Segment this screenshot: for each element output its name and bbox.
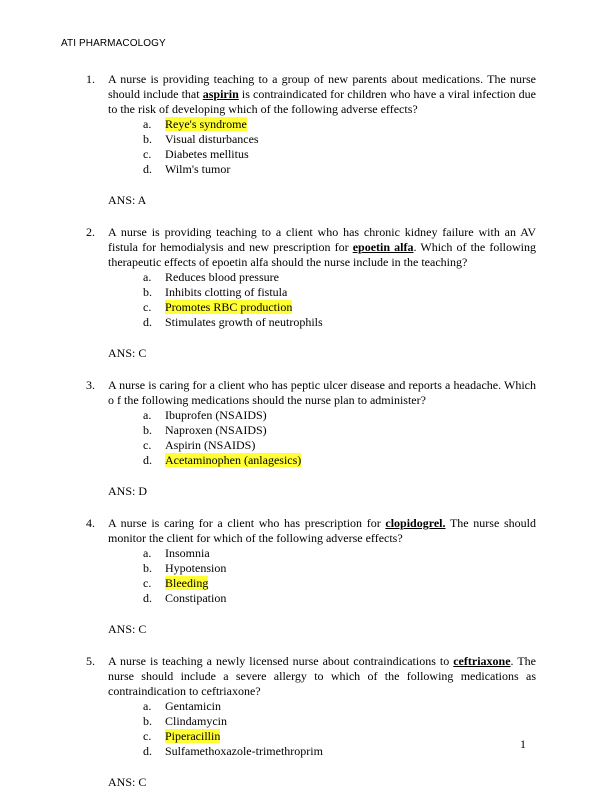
answer-key: ANS: D xyxy=(108,484,148,498)
option-b: b. Visual disturbances xyxy=(143,132,259,146)
answer-options xyxy=(108,270,536,330)
highlighted-answer: Reye's syndrome xyxy=(165,117,247,131)
option-d: d. Sulfamethoxazole-trimethroprim xyxy=(143,744,323,758)
drug-name: epoetin alfa xyxy=(352,240,414,254)
option-a: a. Reduces blood pressure xyxy=(143,270,279,284)
option-c: c. Diabetes mellitus xyxy=(143,147,249,161)
question-number: 3. xyxy=(86,378,95,392)
answer-options xyxy=(108,546,536,606)
question-stem: A nurse is providing teaching to a client who has chronic kidney failure with an AV fistula for hemodialysis and new prescription for epoetin alfa. Which of the following therapeutic effects of epoetin alfa should the nurse include in the teaching? xyxy=(108,225,537,269)
option-c: c. Piperacillin xyxy=(143,729,221,743)
question-number: 5. xyxy=(86,654,95,668)
option-d: d. Stimulates growth of neutrophils xyxy=(143,315,323,329)
question-stem: A nurse is caring for a client who has prescription for clopidogrel. The nurse should monitor the client for which of the following adverse effects? xyxy=(108,516,536,545)
highlighted-answer: Promotes RBC production xyxy=(165,300,293,314)
question-number: 4. xyxy=(86,516,95,530)
question-number: 2. xyxy=(86,225,95,239)
answer-options xyxy=(108,408,536,468)
question-number: 1. xyxy=(86,72,95,86)
option-c: c. Promotes RBC production xyxy=(143,300,293,314)
page-number: 1 xyxy=(520,737,526,751)
question-stem: A nurse is caring for a client who has peptic ulcer disease and reports a headache. Which o f the following medications should the nurse plan to administer? xyxy=(108,378,536,407)
highlighted-answer: Bleeding xyxy=(165,576,209,590)
option-a: a. Gentamicin xyxy=(143,699,221,713)
question-4 xyxy=(86,516,536,637)
option-d: d. Wilm's tumor xyxy=(143,162,231,176)
highlighted-answer: Piperacillin xyxy=(165,729,221,743)
highlighted-answer: Acetaminophen (anlagesics) xyxy=(165,453,302,467)
option-a: a. Insomnia xyxy=(143,546,210,560)
option-b: b. Clindamycin xyxy=(143,714,227,728)
running-header: ATI PHARMACOLOGY xyxy=(61,38,166,49)
question-3 xyxy=(86,378,536,499)
question-stem: A nurse is providing teaching to a group of new parents about medications. The nurse should include that aspirin is contraindicated for children who have a viral infection due to the risk of developing which of the following adverse effects? xyxy=(108,72,536,116)
answer-key: ANS: C xyxy=(108,346,147,360)
option-a: a. Reye's syndrome xyxy=(143,117,247,131)
option-c: c. Aspirin (NSAIDS) xyxy=(143,438,256,452)
answer-key: ANS: A xyxy=(108,193,147,207)
answer-options xyxy=(108,117,536,177)
option-c: c. Bleeding xyxy=(143,576,209,590)
option-b: b. Hypotension xyxy=(143,561,227,575)
option-b: b. Naproxen (NSAIDS) xyxy=(143,423,267,437)
question-1 xyxy=(86,72,536,208)
drug-name: ceftriaxone xyxy=(453,654,511,668)
option-a: a. Ibuprofen (NSAIDS) xyxy=(143,408,267,422)
option-b: b. Inhibits clotting of fistula xyxy=(143,285,288,299)
drug-name: clopidogrel. xyxy=(385,516,446,530)
question-2 xyxy=(86,225,536,361)
option-d: d. Acetaminophen (anlagesics) xyxy=(143,453,302,467)
answer-options xyxy=(108,699,536,759)
answer-key: ANS: C xyxy=(108,622,147,636)
answer-key: ANS: C xyxy=(108,775,147,789)
drug-name: aspirin xyxy=(202,87,239,101)
question-stem: A nurse is teaching a newly licensed nurse about contraindications to ceftriaxone. The nurse should include a severe allergy to which of the following medications as contraindication to ceftriaxone? xyxy=(108,654,536,698)
question-5 xyxy=(86,654,536,790)
option-d: d. Constipation xyxy=(143,591,227,605)
question-list xyxy=(86,72,536,807)
